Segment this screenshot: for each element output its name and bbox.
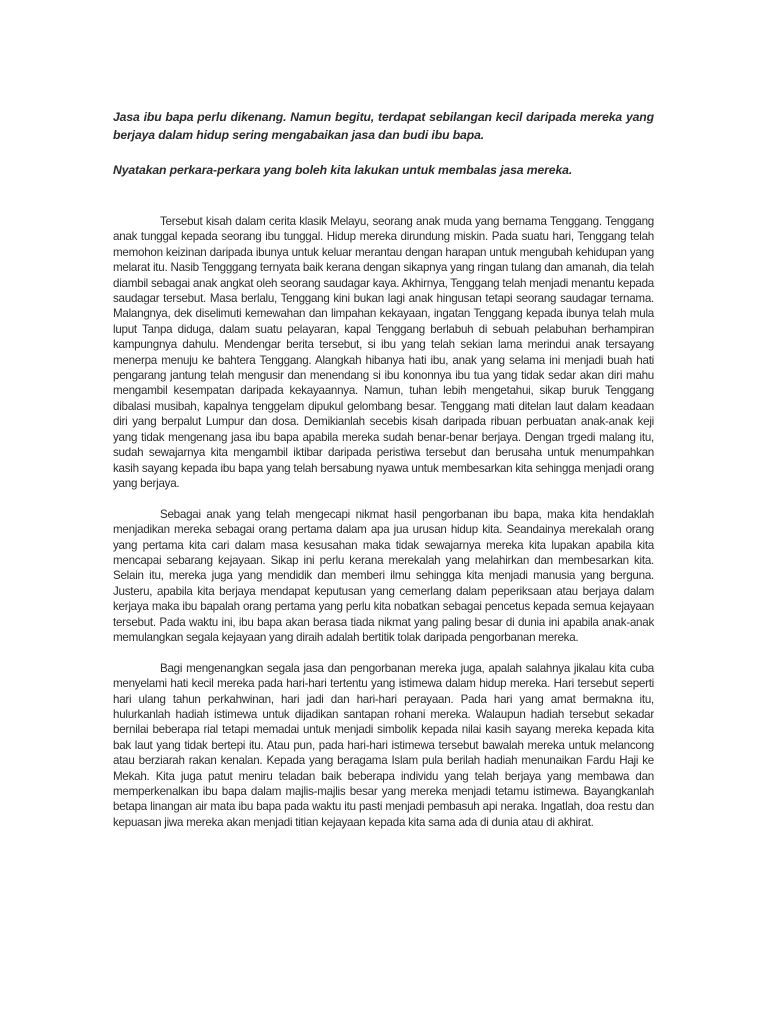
essay-paragraph-1: Tersebut kisah dalam cerita klasik Melayu, seorang anak muda yang bernama Tenggang. Tenggang anak tunggal kepada seorang ibu tunggal. Hidup mereka dirundung miskin. Pada suatu hari, Tenggang telah memohon keizinan daripada ibunya untuk keluar merantau dengan harapan untuk mengubah kehidupan yang melarat itu. Nasib Tengggang ternyata baik kerana dengan sikapnya yang ringan tulang dan amanah, dia telah diambil sebagai anak angkat oleh seorang saudagar kaya. Akhirnya, Tenggang telah menjadi menantu kepada saudagar tersebut. Masa berlalu, Tenggang kini bukan lagi anak hingusan tetapi seorang saudagar ternama. Malangnya, dek diselimuti kemewahan dan limpahan kekayaan, ingatan Tenggang kepada ibunya telah mula luput Tanpa diduga, dalam suatu pelayaran, kapal Tenggang berlabuh di sebuah pelabuhan berhampiran kampungnya dahulu. Mendengar berita tersebut, si ibu yang telah sekian lama merindui anak tersayang menerpa menuju ke bahtera Tenggang. Alangkah hibanya hati ibu, anak yang selama ini menjadi buah hati pengarang jantung telah mengusir dan menendang si ibu kononnya ibu tua yang tidak sedar akan diri mahu mengambil kesempatan daripada kekayaannya. Namun, tuhan lebih mengetahui, sikap buruk Tenggang dibalasi musibah, kapalnya tenggelam dipukul gelombang besar. Tenggang mati ditelan laut dalam keadaan diri yang berpalut Lumpur dan dosa. Demikianlah secebis kisah daripada ribuan perbuatan anak-anak keji yang tidak mengenang jasa ibu bapa apabila mereka sudah benar-benar berjaya. Dengan trgedi malang itu, sudah sewajarnya kita mengambil iktibar daripada peristiwa tersebut dan berusaha untuk menumpahkan kasih sayang kepada ibu bapa yang telah bersabung nyawa untuk membesarkan kita sehingga menjadi orang yang berjaya. xyxy=(113,215,654,490)
essay-body xyxy=(113,214,654,830)
essay-paragraph-2: Sebagai anak yang telah mengecapi nikmat hasil pengorbanan ibu bapa, maka kita hendaklah menjadikan mereka sebagai orang pertama dalam apa jua urusan hidup kita. Seandainya merekalah orang yang pertama kita cari dalam masa kesusahan maka tidak sewajarnya mereka kita lupakan apabila kita mencapai sebarang kejayaan. Sikap ini perlu kerana merekalah yang melahirkan dan membesarkan kita. Selain itu, mereka juga yang mendidik dan memberi ilmu sehingga kita menjadi manusia yang berguna. Justeru, apabila kita berjaya mendapat keputusan yang cemerlang dalam peperiksaan atau berjaya dalam kerjaya maka ibu bapalah orang pertama yang perlu kita nobatkan sebagai pencetus kepada semua kejayaan tersebut. Pada waktu ini, ibu bapa akan berasa tiada nikmat yang paling besar di dunia ini apabila anak-anak memulangkan segala kejayaan yang diraih adalah bertitik tolak daripada pengorbanan mereka. xyxy=(113,507,654,644)
question-prompt: Nyatakan perkara-perkara yang boleh kita lakukan untuk membalas jasa mereka. xyxy=(113,163,573,177)
essay-paragraph-3: Bagi mengenangkan segala jasa dan pengorbanan mereka juga, apalah salahnya jikalau kita cuba menyelami hati kecil mereka pada hari-hari tertentu yang istimewa dalam hidup mereka. Hari tersebut seperti hari ulang tahun perkahwinan, hari jadi dan hari-hari perayaan. Pada hari yang amat bermakna itu, hulurkanlah hadiah istimewa untuk dijadikan santapan rohani mereka. Walaupun hadiah tersebut sekadar bernilai beberapa rial tetapi memadai untuk menjadi simbolik kepada nilai kasih sayang mereka kepada kita bak laut yang tidak bertepi itu. Atau pun, pada hari-hari istimewa tersebut bawalah mereka untuk melancong atau berziarah rakan kenalan. Kepada yang beragama Islam pula berilah hadiah menunaikan Fardu Haji ke Mekah. Kita juga patut meniru teladan baik beberapa individu yang telah berjaya yang membawa dan memperkenalkan ibu bapa dalam majlis-majlis besar yang mereka menjadi tetamu istimewa. Bayangkanlah betapa linangan air mata ibu bapa pada waktu itu pasti menjadi pembasuh api neraka. Ingatlah, doa restu dan kepuasan jiwa mereka akan menjadi titian kejayaan kepada kita sama ada di dunia atau di akhirat. xyxy=(113,661,654,829)
question-statement: Jasa ibu bapa perlu dikenang. Namun begitu, terdapat sebilangan kecil daripada mereka yang berjaya dalam hidup sering mengabaikan jasa dan budi ibu bapa. xyxy=(113,110,654,142)
document-page xyxy=(113,108,654,830)
